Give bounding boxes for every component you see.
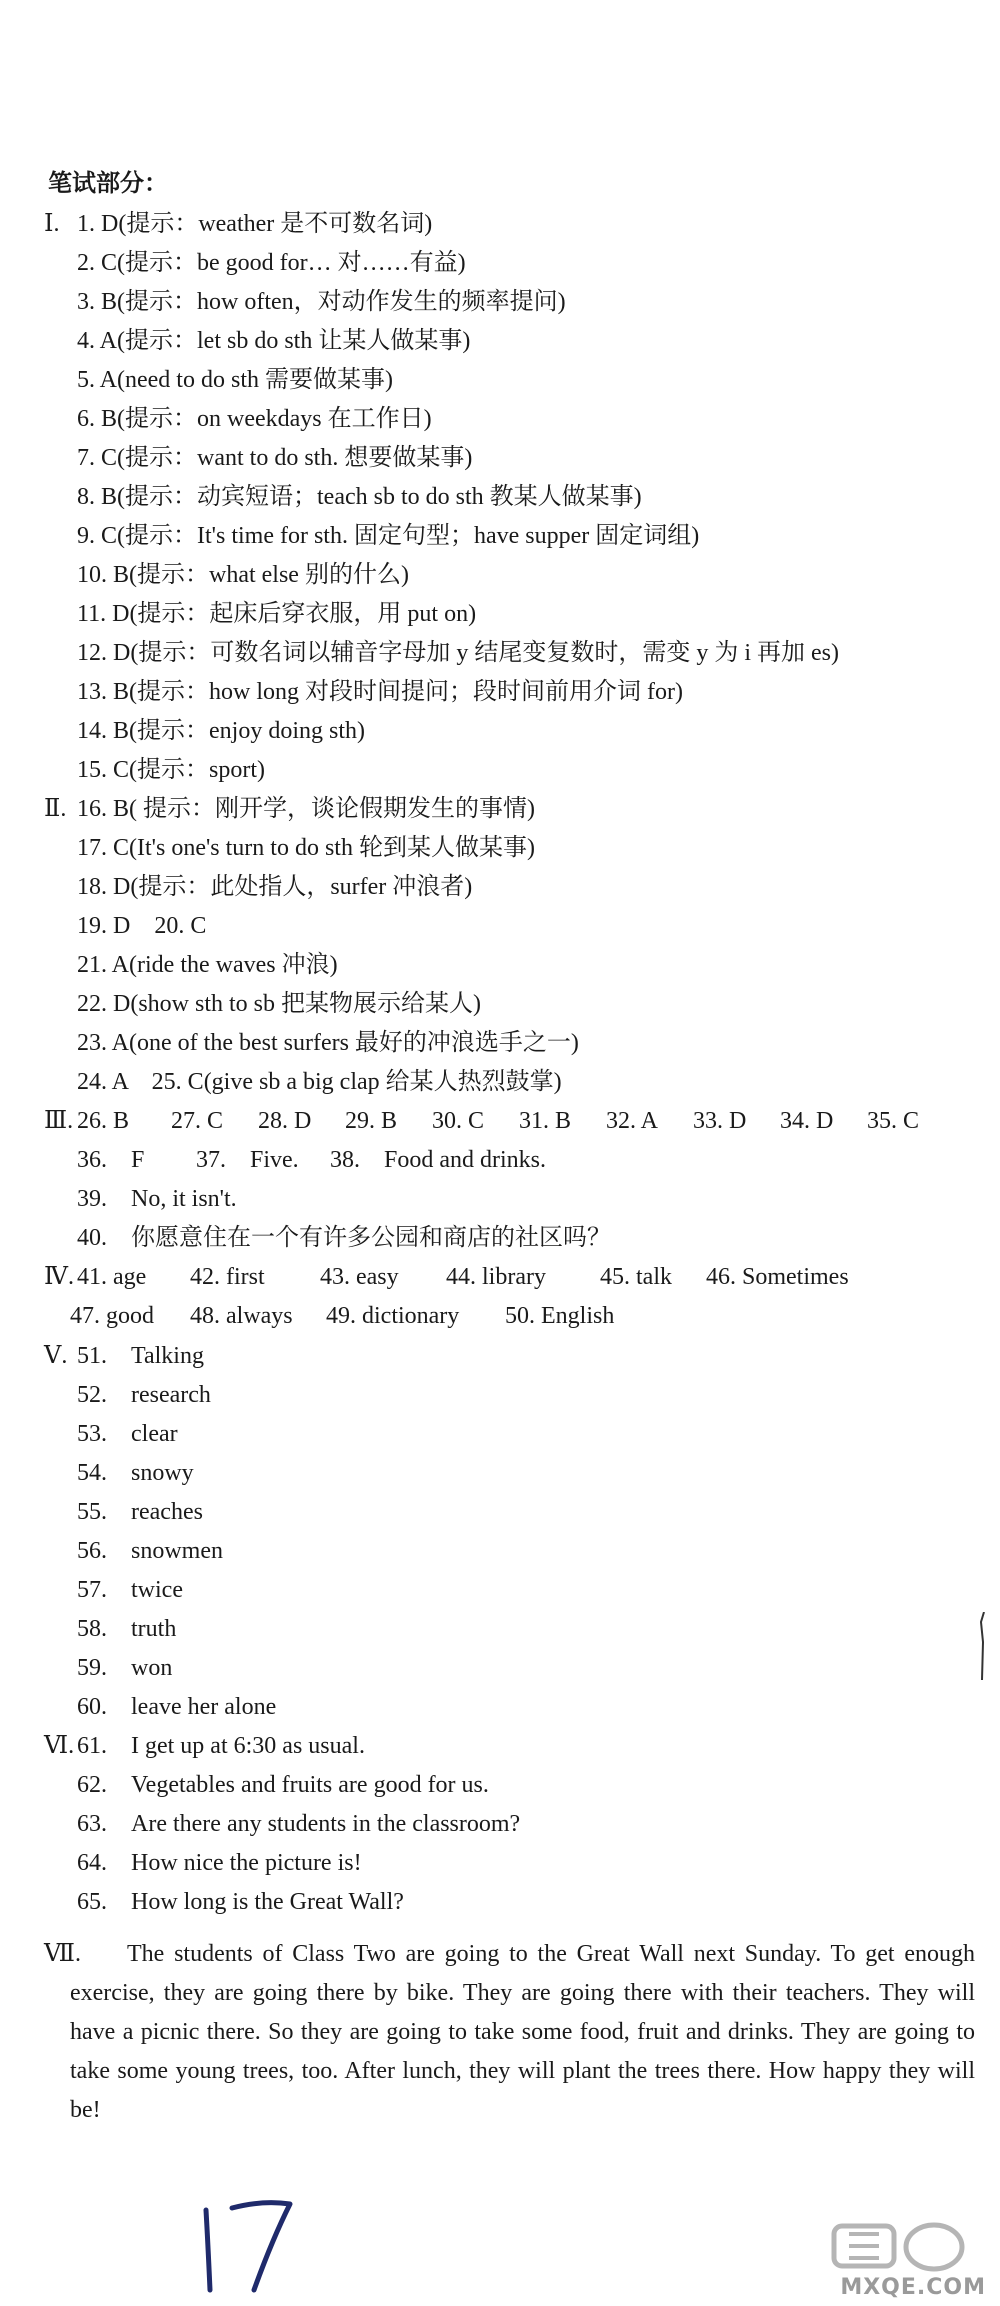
section-5-line [0,1532,1000,1571]
section-1-answer: 9. C(提示：It's time for sth. 固定句型；have supper 固定词组) [77,523,700,549]
section-1-answer: 14. B(提示：enjoy doing sth) [77,718,365,744]
answer-28: 28. D [258,1108,312,1134]
section-1-answer: 3. B(提示：how often，对动作发生的频率提问) [77,289,566,315]
answer-30: 30. C [432,1108,485,1134]
answer-27: 27. C [171,1108,224,1134]
section-3-item-39 [0,1180,1000,1219]
section-3-roman: Ⅲ. [44,1108,74,1134]
section-5-answer: 58. truth [77,1616,177,1642]
section-6-list [0,1727,1000,1922]
section-2-line [0,907,1000,946]
section-6-answer: 61. I get up at 6:30 as usual. [77,1733,365,1759]
section-6-answer: 65. How long is the Great Wall? [77,1889,404,1915]
section-7-text: The students of Class Two are going to the Great Wall next Sunday. To get enough exercise, they are going there by bike. They are going there with their teachers. They will have a picnic there. So they are going to take some food, fruit and drinks. They are going to take some young trees, too. After lunch, they will plant the trees there. How happy they will be! [70,1941,975,2123]
section-6-answer: 63. Are there any students in the classroom? [77,1811,521,1837]
section-5-answer: 52. research [77,1382,211,1408]
section-2-answer: 18. D(提示：此处指人，surfer 冲浪者) [77,874,473,900]
answer-36: 36. F [77,1147,145,1173]
section-1-list [0,205,1000,790]
section-5-line [0,1493,1000,1532]
section-5-answer: 53. clear [77,1421,178,1447]
section-1-line [0,205,1000,244]
section-5-line [0,1610,1000,1649]
section-2-answer: 23. A(one of the best surfers 最好的冲浪选手之一) [77,1030,579,1056]
answer-47: 47. good [70,1303,154,1329]
section-5-line [0,1454,1000,1493]
section-6-roman: Ⅵ. [44,1733,75,1759]
section-2-answer: 21. A(ride the waves 冲浪) [77,952,338,978]
section-4-roman: Ⅳ. [44,1264,74,1290]
scan-mark [978,1612,988,1682]
section-1-line [0,400,1000,439]
watermark-text: MXQE.COM [840,2275,986,2300]
section-1-line [0,673,1000,712]
answer-49: 49. dictionary [326,1303,460,1329]
section-1-answer: 4. A(提示：let sb do sth 让某人做某事) [77,328,471,354]
answer-31: 31. B [519,1108,572,1134]
section-4 [0,1258,1000,1336]
section-5-line [0,1571,1000,1610]
section-3 [0,1102,1000,1258]
section-4-row-1 [0,1258,1000,1297]
section-6-answer: 62. Vegetables and fruits are good for us. [77,1772,489,1798]
section-1-answer: 2. C(提示：be good for… 对……有益) [77,250,466,276]
answer-34: 34. D [780,1108,834,1134]
section-5-roman: Ⅴ. [44,1343,68,1369]
section-5-line [0,1415,1000,1454]
section-1-line [0,478,1000,517]
section-5-answer: 57. twice [77,1577,183,1603]
section-5-answer: 59. won [77,1655,173,1681]
section-heading: 笔试部分： [48,169,168,197]
section-1-line [0,244,1000,283]
section-1-line [0,322,1000,361]
section-1 [0,205,1000,790]
answer-50: 50. English [505,1303,615,1329]
section-1-roman: Ⅰ. [44,211,60,237]
section-4-row-2 [0,1297,1000,1336]
section-6-answer: 64. How nice the picture is! [77,1850,362,1876]
answer-37: 37. Five. [196,1147,299,1173]
section-2 [0,790,1000,1102]
section-5-answer: 54. snowy [77,1460,194,1486]
answer-33: 33. D [693,1108,747,1134]
answer-46: 46. Sometimes [706,1264,849,1290]
section-3-item-40 [0,1219,1000,1258]
answer-43: 43. easy [320,1264,399,1290]
section-2-answer: 19. D 20. C [77,913,207,939]
section-5-answer: 56. snowmen [77,1538,223,1564]
section-1-line [0,595,1000,634]
answer-35: 35. C [867,1108,920,1134]
section-5-answer: 55. reaches [77,1499,203,1525]
section-1-line [0,634,1000,673]
handwritten-page-number [192,2190,312,2300]
section-5 [0,1337,1000,1727]
answer-42: 42. first [190,1264,265,1290]
section-5-line [0,1376,1000,1415]
section-1-answer: 13. B(提示：how long 对段时间提问；段时间前用介词 for) [77,679,683,705]
section-2-line [0,946,1000,985]
section-7-roman: Ⅶ. [44,1941,81,1967]
section-2-roman: Ⅱ. [44,796,67,822]
section-5-answer: 51. Talking [77,1343,204,1369]
section-6-line [0,1727,1000,1766]
section-3-row-2 [0,1141,1000,1180]
section-1-line [0,517,1000,556]
section-6-line [0,1805,1000,1844]
section-1-line [0,712,1000,751]
section-1-answer: 10. B(提示：what else 别的什么) [77,562,409,588]
section-5-line [0,1337,1000,1376]
section-5-list [0,1337,1000,1727]
section-2-line [0,1063,1000,1102]
section-2-answer: 17. C(It's one's turn to do sth 轮到某人做某事) [77,835,535,861]
section-2-line [0,1024,1000,1063]
answer-29: 29. B [345,1108,398,1134]
section-2-line [0,790,1000,829]
section-2-answer: 16. B( 提示：刚开学，谈论假期发生的事情) [77,796,535,822]
section-1-answer: 8. B(提示：动宾短语；teach sb to do sth 教某人做某事) [77,484,642,510]
answer-26: 26. B [77,1108,130,1134]
answer-32: 32. A [606,1108,659,1134]
answer-45: 45. talk [600,1264,672,1290]
section-5-line [0,1649,1000,1688]
section-1-answer: 5. A(need to do sth 需要做某事) [77,367,393,393]
section-3-row-1 [0,1102,1000,1141]
section-1-answer: 6. B(提示：on weekdays 在工作日) [77,406,432,432]
section-5-line [0,1688,1000,1727]
section-1-answer: 12. D(提示：可数名词以辅音字母加 y 结尾变复数时，需变 y 为 i 再加 es) [77,640,839,666]
section-7-paragraph [44,1935,975,2130]
section-2-line [0,985,1000,1024]
section-1-answer: 7. C(提示：want to do sth. 想要做某事) [77,445,473,471]
section-6-line [0,1844,1000,1883]
answer-48: 48. always [190,1303,293,1329]
answer-40: 40. 你愿意住在一个有许多公园和商店的社区吗？ [77,1225,611,1251]
section-6-line [0,1766,1000,1805]
answer-39: 39. No, it isn't. [77,1186,237,1212]
section-2-line [0,829,1000,868]
section-1-line [0,361,1000,400]
section-6-line [0,1883,1000,1922]
section-1-answer: 11. D(提示：起床后穿衣服，用 put on) [77,601,477,627]
section-2-line [0,868,1000,907]
section-1-line [0,439,1000,478]
section-2-answer: 22. D(show sth to sb 把某物展示给某人) [77,991,482,1017]
section-1-answer: 1. D(提示：weather 是不可数名词) [77,211,433,237]
answer-38: 38. Food and drinks. [330,1147,546,1173]
section-5-answer: 60. leave her alone [77,1694,277,1720]
section-2-list [0,790,1000,1102]
section-6 [0,1727,1000,1922]
answer-41: 41. age [77,1264,147,1290]
section-1-line [0,751,1000,790]
answer-44: 44. library [446,1264,546,1290]
section-1-line [0,283,1000,322]
section-1-line [0,556,1000,595]
section-2-answer: 24. A 25. C(give sb a big clap 给某人热烈鼓掌) [77,1069,562,1095]
section-1-answer: 15. C(提示：sport) [77,757,265,783]
